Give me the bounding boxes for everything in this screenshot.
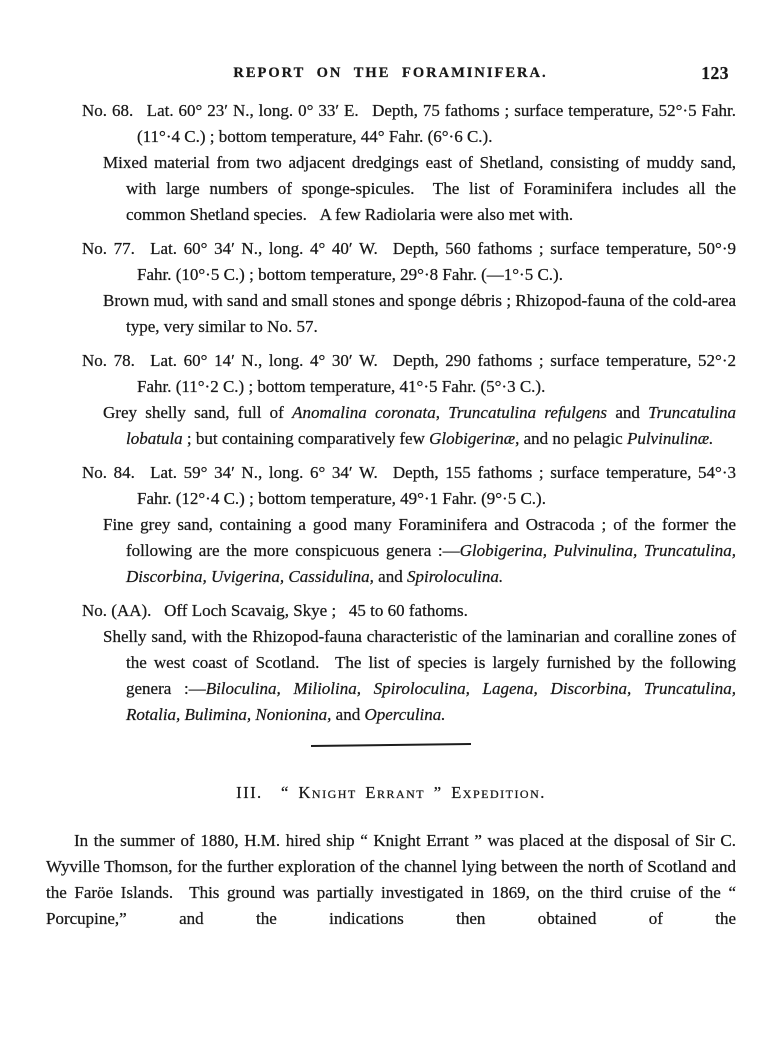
station-list xyxy=(46,98,736,728)
station-entry xyxy=(46,348,736,452)
station-description: Mixed material from two adjacent dredgings east of Shetland, consisting of muddy sand, with large numbers of sponge-spicules. The list of Foraminifera includes all the common Shetland species. A few Radiolaria were also met with. xyxy=(103,153,736,224)
station-line: No. 68. Lat. 60° 23′ N., long. 0° 33′ E. Depth, 75 fathoms ; surface temperature, 52°·5 Fahr. (11°·4 C.) ; bottom temperature, 44° Fahr. (6°·6 C.). xyxy=(82,101,736,146)
section-heading: III. “ Knight Errant ” Expedition. xyxy=(236,783,546,802)
station-line: No. 78. Lat. 60° 14′ N., long. 4° 30′ W. Depth, 290 fathoms ; surface temperature, 52°·2 Fahr. (11°·2 C.) ; bottom temperature, 41°·5 Fahr. (5°·3 C.). xyxy=(82,351,736,396)
page-header xyxy=(46,60,735,86)
station-line: No. 77. Lat. 60° 34′ N., long. 4° 40′ W. Depth, 560 fathoms ; surface temperature, 50°·9 Fahr. (10°·5 C.) ; bottom temperature, 29°·8 Fahr. (—1°·5 C.). xyxy=(82,239,736,284)
station-line: No. 84. Lat. 59° 34′ N., long. 6° 34′ W. Depth, 155 fathoms ; surface temperature, 54°·3 Fahr. (12°·4 C.) ; bottom temperature, 49°·1 Fahr. (9°·5 C.). xyxy=(82,463,736,508)
station-description: Shelly sand, with the Rhizopod-fauna characteristic of the laminarian and coralline zones of the west coast of Scotland. The list of species is largely furnished by the following genera :—Biloculina, Miliolina, Spiroloculina, Lagena, Discorbina, Truncatulina, Rotalia, Bulimina, Nonionina, and Operculina. xyxy=(103,627,736,724)
station-entry xyxy=(46,236,736,340)
section-divider xyxy=(311,743,471,747)
station-description: Grey shelly sand, full of Anomalina coronata, Truncatulina refulgens and Truncatulina lobatula ; but containing comparatively few Globigerinæ, and no pelagic Pulvinulinæ. xyxy=(103,403,737,448)
station-entry xyxy=(46,98,736,228)
station-entry xyxy=(46,460,736,590)
station-entry xyxy=(46,598,736,728)
page-number: 123 xyxy=(701,63,729,83)
expedition-paragraph: In the summer of 1880, H.M. hired ship “ Knight Errant ” was placed at the disposal of Sir C. Wyville Thomson, for the further exploration of the channel lying between the north of Scotland and the Faröe Islands. This ground was partially investigated in 1869, on the third cruise of the “ Porcupine,” and the indications then obtained of the xyxy=(46,831,736,928)
station-description: Brown mud, with sand and small stones and sponge débris ; Rhizopod-fauna of the cold-area type, very similar to No. 57. xyxy=(103,291,736,336)
station-line: No. (AA). Off Loch Scavaig, Skye ; 45 to 60 fathoms. xyxy=(82,601,468,620)
running-title: REPORT ON THE FORAMINIFERA. xyxy=(233,65,548,81)
page-body xyxy=(46,98,736,932)
station-description: Fine grey sand, containing a good many Foraminifera and Ostracoda ; of the former the following are the more conspicuous genera :—Globigerina, Pulvinulina, Truncatulina, Discorbina, Uvigerina, Cassidulina, and Spiroloculina. xyxy=(103,515,737,586)
